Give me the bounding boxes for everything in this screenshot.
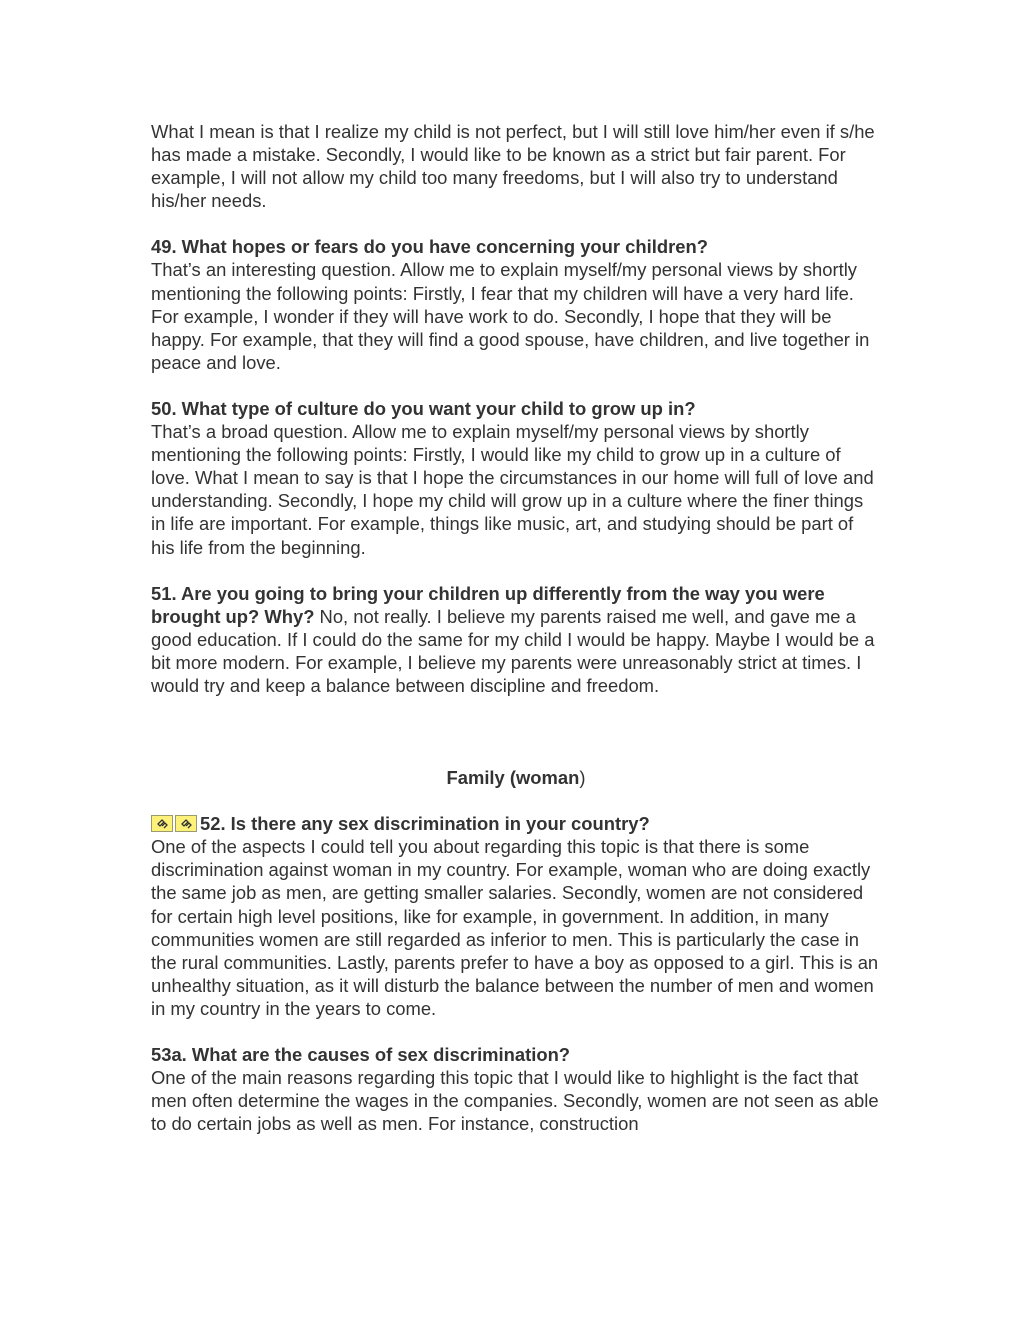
section-heading-bold: Family (woman <box>446 767 580 789</box>
answer-50: That’s a broad question. Allow me to explain myself/my personal views by shortly mentioning the following points: Firstly, I would like my child to grow up in a culture of love. What I mean to say is that I hope the circumstances in our home will full of love and understanding. Secondly, I hope my child will grow up in a culture where the finer things in life are important. For example, things like music, art, and studying should be part of his life from the beginning. <box>151 421 874 558</box>
section-heading-tail: ) <box>579 767 586 789</box>
spacer <box>151 212 881 235</box>
question-52: 52. Is there any sex discrimination in your country? <box>200 813 650 835</box>
spacer <box>151 789 881 812</box>
question-51: 51. Are you going to bring your children up differently from the way you were brought up? Why? <box>151 582 825 627</box>
spacer <box>151 697 881 766</box>
broken-link-icon <box>151 815 173 832</box>
qa-51-paragraph <box>151 582 881 697</box>
spacer <box>151 374 881 397</box>
spacer <box>151 1020 881 1043</box>
link-icons <box>151 815 199 832</box>
broken-link-icon <box>175 815 197 832</box>
section-heading <box>151 766 881 789</box>
answer-53a: One of the main reasons regarding this topic that I would like to highlight is the fact that men often determine the wages in the companies. Secondly, women are not seen as able to do certain jobs as well as men. For instance, construction <box>151 1067 879 1135</box>
answer-49: That’s an interesting question. Allow me to explain myself/my personal views by shortly mentioning the following points: Firstly, I fear that my children will have a very hard life. For example, I wonder if they will have work to do. Secondly, I hope that they will be happy. For example, that they will find a good spouse, have children, and live together in peace and love. <box>151 259 870 373</box>
question-52-line <box>151 812 881 835</box>
document-page <box>151 120 881 1135</box>
question-50: 50. What type of culture do you want your child to grow up in? <box>151 397 696 419</box>
question-49: 49. What hopes or fears do you have concerning your children? <box>151 236 708 258</box>
answer-51: No, not really. I believe my parents raised me well, and gave me a good education. If I could do the same for my child I would be happy. Maybe I would be a bit more modern. For example, I believe my parents were unreasonably strict at times. I would try and keep a balance between discipline and freedom. <box>151 605 875 696</box>
spacer <box>151 559 881 582</box>
question-53a: 53a. What are the causes of sex discrimination? <box>151 1044 571 1065</box>
intro-paragraph: What I mean is that I realize my child is not perfect, but I will still love him/her even if s/he has made a mistake. Secondly, I would like to be known as a strict but fair parent. For example, I will not allow my child too many freedoms, but I will also try to understand his/her needs. <box>151 121 875 212</box>
answer-52: One of the aspects I could tell you about regarding this topic is that there is some discrimination against woman in my country. For example, woman who are doing exactly the same job as men, are getting smaller salaries. Secondly, women are not considered for certain high level positions, like for example, in government. In addition, in many communities women are still regarded as inferior to men. This is particularly the case in the rural communities. Lastly, parents prefer to have a boy as opposed to a girl. This is an unhealthy situation, as it will disturb the balance between the number of men and women in my country in the years to come. <box>151 836 879 1019</box>
